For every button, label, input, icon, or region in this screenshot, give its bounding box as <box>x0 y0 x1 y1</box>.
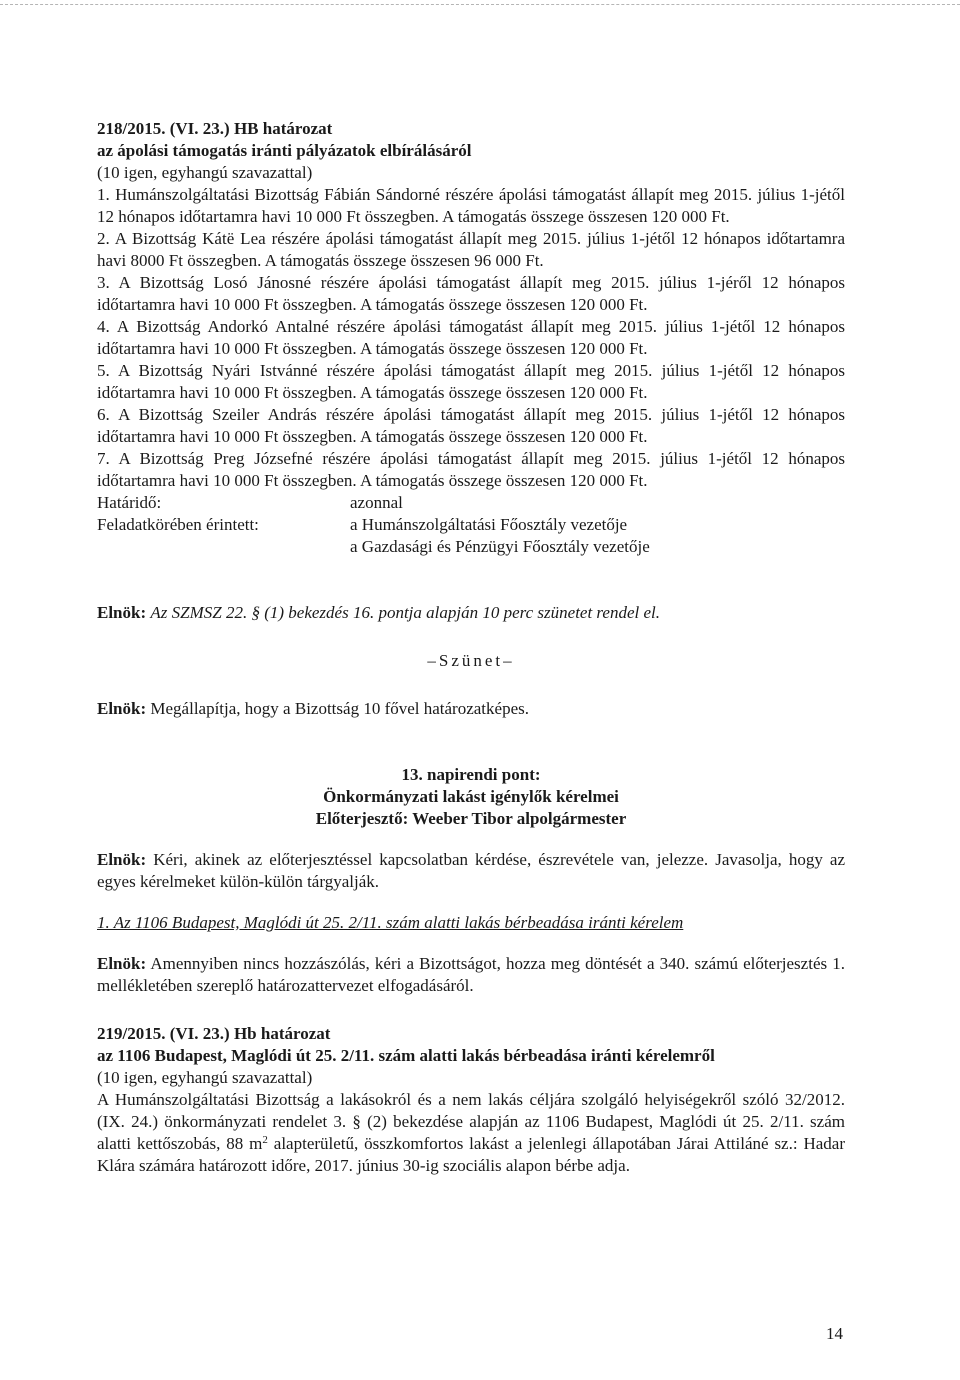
deadline-label: Határidő: <box>97 493 162 512</box>
scan-edge-line <box>0 4 960 5</box>
quorum-paragraph <box>97 698 845 720</box>
break-paragraph <box>97 602 845 624</box>
chair-vote-request: Amennyiben nincs hozzászólás, kéri a Bizottságot, hozza meg döntését a 340. számú előterjesztés 1. mellékletében szereplő határozattervezet elfogadásáról. <box>97 954 845 995</box>
break-announcement: Az SZMSZ 22. § (1) bekezdés 16. pontja alapján 10 perc szünetet rendel el. <box>150 603 661 622</box>
chair-vote-paragraph <box>97 953 845 997</box>
responsible-label: Feladatkörében érintett: <box>97 515 259 534</box>
resolution-219-vote: (10 igen, egyhangú szavazattal) <box>97 1068 313 1087</box>
responsible-value-1: a Humánszolgáltatási Főosztály vezetője <box>350 515 628 534</box>
deadline-value: azonnal <box>350 493 403 512</box>
resolution-218-item-7: 7. A Bizottság Preg Józsefné részére ápolási támogatást állapít meg 2015. július 1-jétől 12 hónapos időtartamra havi 10 000 Ft összegben. A támogatás összege összesen 120 000 Ft. <box>97 449 845 490</box>
deadline-row <box>97 492 845 514</box>
resolution-218-vote: (10 igen, egyhangú szavazattal) <box>97 163 313 182</box>
resolution-219-body-part-1: A Humánszolgáltatási Bizottság a lakásokról és a nem lakás céljára szolgáló helyiségekről szóló 32/2012. (IX. 24.) önkormányzati rendelet 3. § (2) bekezdése alapján az 1106 Budapest, Maglódi út 25. 2/11. szám alatti kettőszobás, 88 m <box>97 1090 845 1153</box>
responsible-value-2: a Gazdasági és Pénzügyi Főosztály vezetője <box>350 537 650 556</box>
sub-item-title: 1. Az 1106 Budapest, Maglódi út 25. 2/11. szám alatti lakás bérbeadása iránti kérelem <box>97 913 684 932</box>
area-unit-superscript: 2 <box>262 1134 268 1146</box>
chair-label: Elnök: <box>97 603 147 622</box>
page-number: 14 <box>826 1324 843 1343</box>
chair-label: Elnök: <box>97 954 147 973</box>
agenda-presenter: Előterjesztő: Weeber Tibor alpolgármester <box>315 809 627 828</box>
responsible-row-2 <box>97 536 845 558</box>
responsible-row <box>97 514 845 536</box>
break-marker: –Szünet– <box>427 651 515 670</box>
resolution-218-subject: az ápolási támogatás iránti pályázatok elbírálásáról <box>97 141 472 160</box>
resolution-219-subject: az 1106 Budapest, Maglódi út 25. 2/11. szám alatti lakás bérbeadása iránti kérelemről <box>97 1046 715 1065</box>
resolution-218-item-2: 2. A Bizottság Kátë Lea részére ápolási támogatást állapít meg 2015. július 1-jétől 12 hónapos időtartamra havi 8000 Ft összegben. A támogatás összege összesen 96 000 Ft. <box>97 229 845 270</box>
resolution-218-item-1: 1. Humánszolgáltatási Bizottság Fábián Sándorné részére ápolási támogatást állapít meg 2015. július 1-jétől 12 hónapos időtartamra havi 10 000 Ft összegben. A támogatás összege összesen 120 000 Ft. <box>97 185 845 226</box>
resolution-218-item-6: 6. A Bizottság Szeiler András részére ápolási támogatást állapít meg 2015. július 1-jétől 12 hónapos időtartamra havi 10 000 Ft összegben. A támogatás összege összesen 120 000 Ft. <box>97 405 845 446</box>
chair-label: Elnök: <box>97 699 147 718</box>
resolution-219-body <box>97 1089 845 1177</box>
resolution-218-item-5: 5. A Bizottság Nyári Istvánné részére ápolási támogatást állapít meg 2015. július 1-jétől 12 hónapos időtartamra havi 10 000 Ft összegben. A támogatás összege összesen 120 000 Ft. <box>97 361 845 402</box>
resolution-218-item-4: 4. A Bizottság Andorkó Antalné részére ápolási támogatást állapít meg 2015. július 1-jétől 12 hónapos időtartamra havi 10 000 Ft összegben. A támogatás összege összesen 120 000 Ft. <box>97 317 845 358</box>
resolution-218-heading: 218/2015. (VI. 23.) HB határozat <box>97 119 333 138</box>
chair-label: Elnök: <box>97 850 147 869</box>
agenda-title: Önkormányzati lakást igénylők kérelmei <box>323 787 619 806</box>
resolution-218-item-3: 3. A Bizottság Losó Jánosné részére ápolási támogatást állapít meg 2015. július 1-jéről 12 hónapos időtartamra havi 10 000 Ft összegben. A támogatás összege összesen 120 000 Ft. <box>97 273 845 314</box>
chair-request: Kéri, akinek az előterjesztéssel kapcsolatban kérdése, észrevétele van, jelezze. Javasolja, hogy az egyes kérelmeket külön-külön tárgyalják. <box>97 850 845 891</box>
page-content <box>97 118 845 1177</box>
agenda-number: 13. napirendi pont: <box>401 765 541 784</box>
resolution-219-heading: 219/2015. (VI. 23.) Hb határozat <box>97 1024 331 1043</box>
resolution-219-body-part-2: alapterületű, összkomfortos lakást a jelenlegi állapotában Járai Attiláné sz.: Hadar Klára számára határozott időre, 2017. június 30-ig szociális alapon bérbe adja. <box>97 1134 845 1175</box>
chair-request-paragraph <box>97 849 845 893</box>
quorum-statement: Megállapítja, hogy a Bizottság 10 fővel határozatképes. <box>150 699 529 718</box>
